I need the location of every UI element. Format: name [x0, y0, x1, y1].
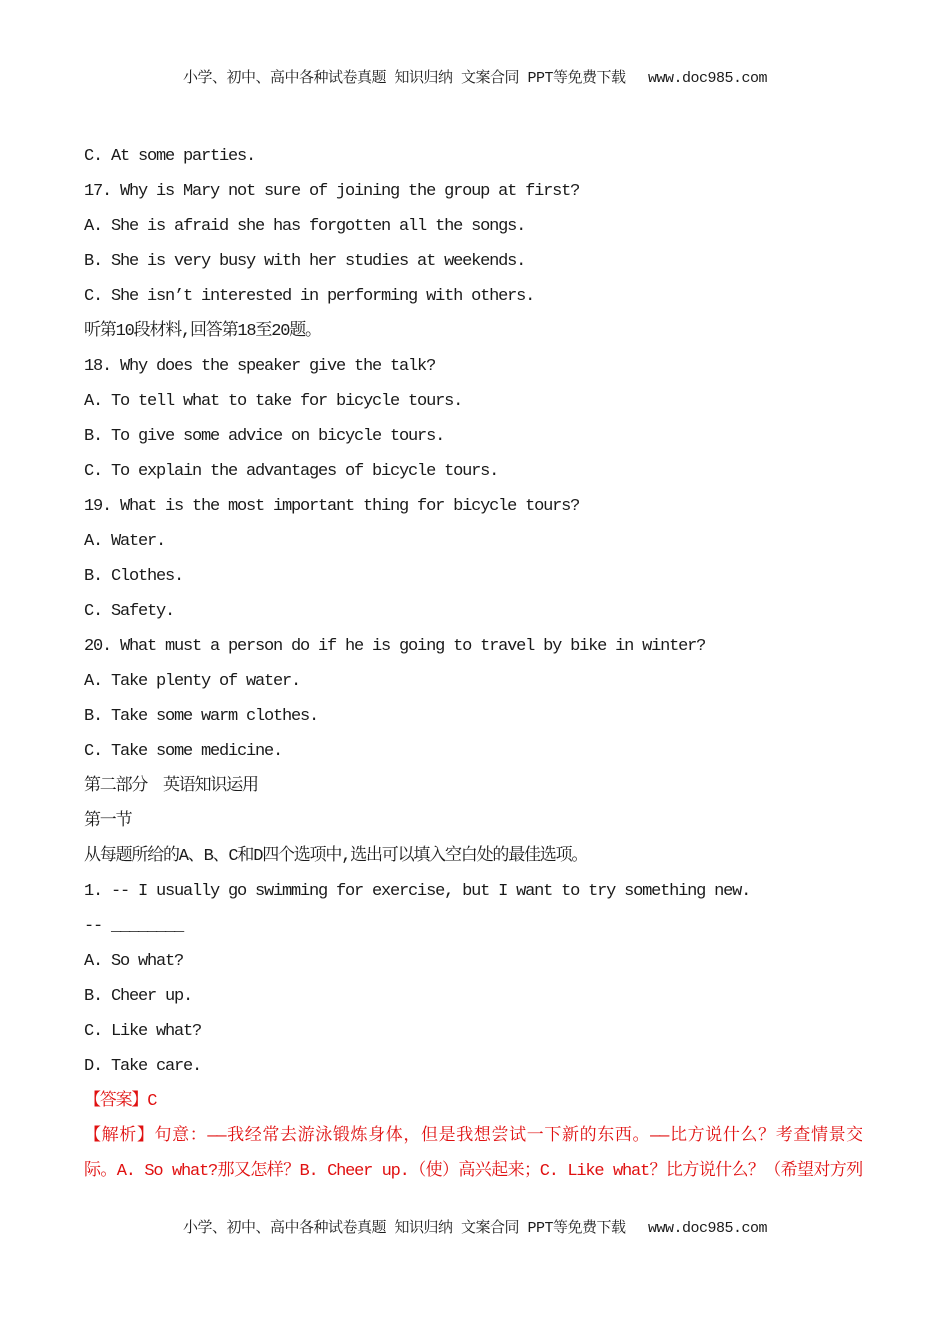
- doc-line-explanation: 际。A. So what?那又怎样？B. Cheer up.（使）高兴起来；C. Like what？比方说什么？（希望对方列: [84, 1162, 862, 1181]
- doc-line: C. At some parties.: [84, 147, 256, 166]
- doc-line: A. She is afraid she has forgotten all the songs.: [84, 217, 526, 236]
- doc-line-answer: 【答案】C: [84, 1092, 157, 1111]
- page-header: [0, 68, 950, 90]
- footer-site-url[interactable]: www.doc985.com: [648, 1220, 768, 1237]
- doc-line: 从每题所给的A、B、C和D四个选项中,选出可以填入空白处的最佳选项。: [84, 847, 588, 866]
- doc-line: D. Take care.: [84, 1057, 202, 1076]
- doc-line: A. Water.: [84, 532, 166, 551]
- doc-line: A. To tell what to take for bicycle tours.: [84, 392, 463, 411]
- doc-line: B. Clothes.: [84, 567, 184, 586]
- doc-line: A. So what?: [84, 952, 184, 971]
- header-site-url[interactable]: www.doc985.com: [648, 70, 768, 87]
- doc-line: A. Take plenty of water.: [84, 672, 301, 691]
- document-lines: [84, 139, 862, 1189]
- doc-line: B. She is very busy with her studies at weekends.: [84, 252, 526, 271]
- doc-line: 听第10段材料,回答第18至20题。: [84, 322, 321, 341]
- doc-line: B. Take some warm clothes.: [84, 707, 319, 726]
- doc-line: C. Like what?: [84, 1022, 202, 1041]
- doc-line: 第二部分 英语知识运用: [84, 777, 258, 796]
- doc-line: 18. Why does the speaker give the talk?: [84, 357, 436, 376]
- doc-line: C. Take some medicine.: [84, 742, 283, 761]
- doc-line: 1. -- I usually go swimming for exercise, but I want to try something new.: [84, 882, 751, 901]
- doc-line-explanation: 【解析】句意：——我经常去游泳锻炼身体，但是我想尝试一下新的东西。——比方说什么？考查情景交: [84, 1127, 862, 1146]
- doc-line: 20. What must a person do if he is going to travel by bike in winter?: [84, 637, 706, 656]
- page-footer: [0, 1218, 950, 1240]
- doc-line: C. To explain the advantages of bicycle tours.: [84, 462, 499, 481]
- doc-line: 17. Why is Mary not sure of joining the group at first?: [84, 182, 580, 201]
- doc-line: -- ________: [84, 917, 184, 936]
- header-promo-text: 小学、初中、高中各种试卷真题 知识归纳 文案合同 PPT等免费下载: [182, 70, 626, 87]
- doc-line: B. To give some advice on bicycle tours.: [84, 427, 445, 446]
- footer-promo-text: 小学、初中、高中各种试卷真题 知识归纳 文案合同 PPT等免费下载: [182, 1220, 626, 1237]
- doc-line: C. She isn’t interested in performing with others.: [84, 287, 535, 306]
- doc-line: C. Safety.: [84, 602, 175, 621]
- doc-line: 第一节: [84, 812, 132, 831]
- doc-line: B. Cheer up.: [84, 987, 193, 1006]
- doc-line: 19. What is the most important thing for bicycle tours?: [84, 497, 580, 516]
